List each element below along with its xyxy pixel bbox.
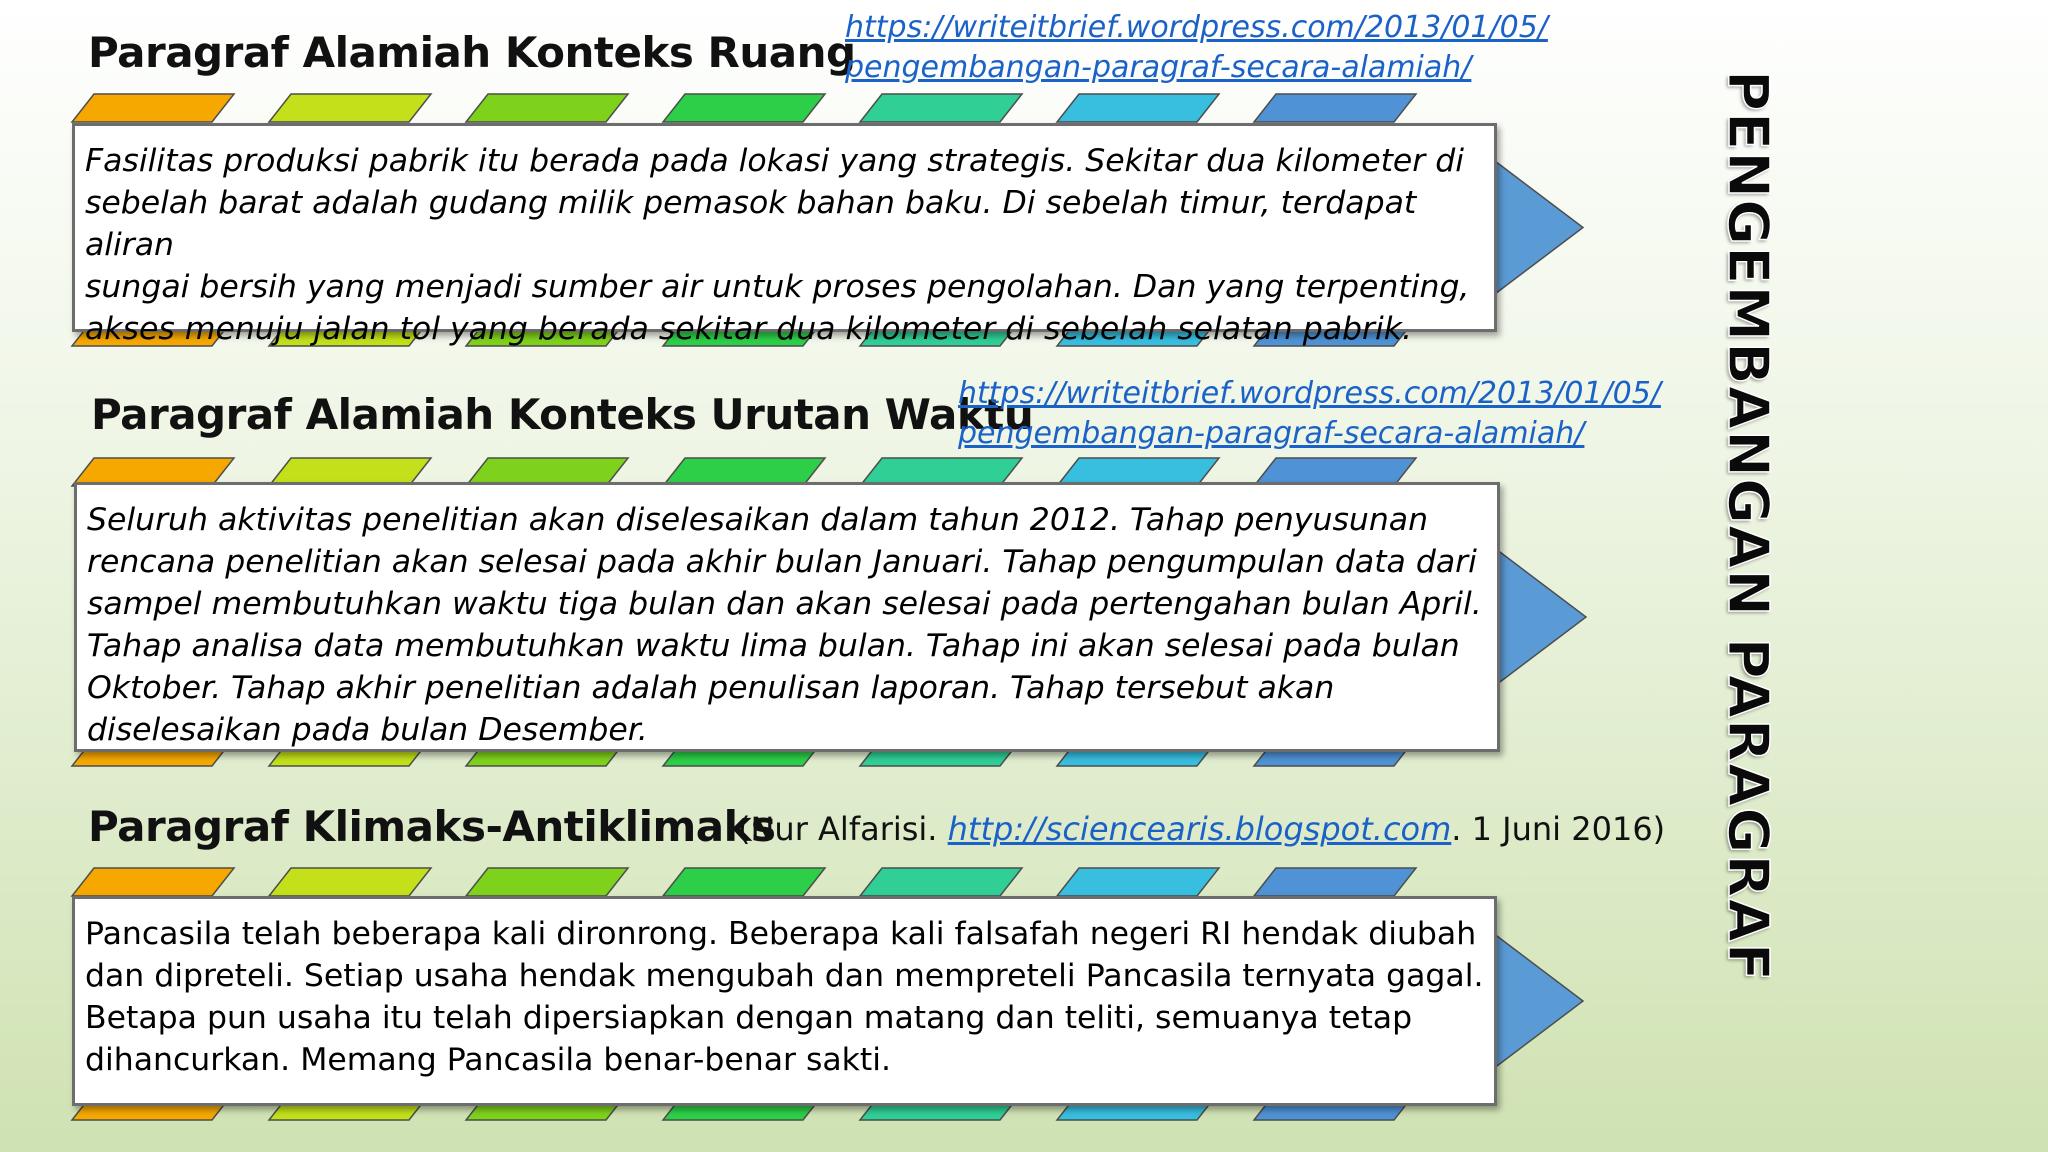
section-2-link-line2[interactable]: pengembangan-paragraf-secara-alamiah/: [958, 416, 1585, 451]
section-3-citation: [738, 810, 1665, 848]
arrow-head-2: [1496, 549, 1586, 685]
section-3-line-4: dihancurkan. Memang Pancasila benar-benar sakti.: [85, 1042, 892, 1078]
chevron-top-1-5: [860, 94, 1022, 122]
section-3-line-3: Betapa pun usaha itu telah dipersiapkan dengan matang dan teliti, semuanya tetap: [85, 1000, 1413, 1036]
chevron-top-3-5: [860, 868, 1022, 896]
section-2-line-3: sampel membutuhkan waktu tiga bulan dan akan selesai pada pertengahan bulan April.: [87, 586, 1482, 622]
section-3-line-1: Pancasila telah beberapa kali dironrong. Beberapa kali falsafah negeri RI hendak diubah: [85, 916, 1477, 952]
section-1-source-link[interactable]: [845, 8, 1548, 88]
section-2-line-4: Tahap analisa data membutuhkan waktu lima bulan. Tahap ini akan selesai pada bulan: [87, 628, 1460, 664]
section-2-source-link[interactable]: [958, 374, 1661, 454]
section-3-heading: Paragraf Klimaks-Antiklimaks: [88, 802, 776, 851]
chevron-top-1-7: [1254, 94, 1416, 122]
section-1-line-4: akses menuju jalan tol yang berada sekitar dua kilometer di sebelah selatan pabrik.: [85, 311, 1412, 347]
chevron-top-1-2: [269, 94, 431, 122]
chevron-top-3-4: [663, 868, 825, 896]
section-2-line-2: rencana penelitian akan selesai pada akhir bulan Januari. Tahap pengumpulan data dari: [87, 544, 1477, 580]
section-2-line-6: diselesaikan pada bulan Desember.: [87, 712, 648, 748]
section-1-line-1: Fasilitas produksi pabrik itu berada pada lokasi yang strategis. Sekitar dua kilometer di: [85, 143, 1465, 179]
chevron-top-1-6: [1057, 94, 1219, 122]
section-2-link-line1[interactable]: https://writeitbrief.wordpress.com/2013/01/05/: [958, 376, 1661, 411]
section-2-heading: Paragraf Alamiah Konteks Urutan Waktu: [91, 390, 1034, 439]
section-3-text-box: [72, 896, 1497, 1106]
section-3-line-2: dan dipreteli. Setiap usaha hendak mengubah dan mempreteli Pancasila ternyata gagal.: [85, 958, 1484, 994]
citation-date: . 1 Juni 2016): [1451, 810, 1666, 848]
citation-author: (Nur Alfarisi.: [738, 810, 948, 848]
chevron-top-3-2: [269, 868, 431, 896]
section-1-heading: Paragraf Alamiah Konteks Ruang: [88, 28, 856, 77]
section-1-text-box: [72, 123, 1497, 347]
chevron-top-3-6: [1057, 868, 1219, 896]
chevron-top-1-4: [663, 94, 825, 122]
section-1-line-3: sungai bersih yang menjadi sumber air untuk proses pengolahan. Dan yang terpenting,: [85, 269, 1470, 305]
section-1-link-line1[interactable]: https://writeitbrief.wordpress.com/2013/01/05/: [845, 10, 1548, 45]
chevron-top-3-1: [72, 868, 234, 896]
slide-title: PENGEMBANGAN PARAGRAF: [1715, 70, 1780, 983]
section-1-link-line2[interactable]: pengembangan-paragraf-secara-alamiah/: [845, 50, 1472, 85]
arrow-head-3: [1493, 933, 1583, 1069]
citation-link[interactable]: http://sciencearis.blogspot.com: [947, 810, 1452, 848]
section-2-line-5: Oktober. Tahap akhir penelitian adalah penulisan laporan. Tahap tersebut akan: [87, 670, 1335, 706]
chevron-top-3-7: [1254, 868, 1416, 896]
arrow-head-1: [1493, 160, 1583, 296]
chevron-top-1-3: [466, 94, 628, 122]
section-2-line-1: Seluruh aktivitas penelitian akan diselesaikan dalam tahun 2012. Tahap penyusunan: [87, 502, 1429, 538]
chevron-top-3-3: [466, 868, 628, 896]
chevron-top-1-1: [72, 94, 234, 122]
section-1-line-2: sebelah barat adalah gudang milik pemasok bahan baku. Di sebelah timur, terdapat aliran: [85, 185, 1417, 263]
section-2-text-box: [74, 482, 1500, 752]
